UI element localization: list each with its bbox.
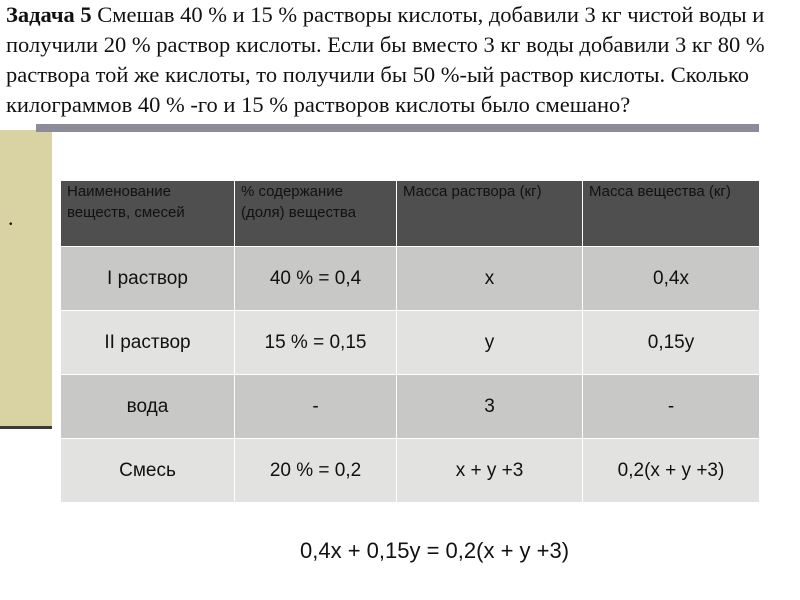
bullet-dot: . bbox=[8, 205, 14, 230]
table-cell: x + y +3 bbox=[397, 439, 583, 503]
table-cell: y bbox=[397, 311, 583, 375]
table-header-row bbox=[61, 181, 760, 247]
table-row bbox=[61, 375, 760, 439]
decorative-side-strip bbox=[0, 130, 52, 426]
header-cell-solution-mass: Масса раствора (кг) bbox=[397, 181, 583, 247]
problem-statement bbox=[6, 0, 786, 120]
decorative-title-rule bbox=[36, 124, 759, 132]
table-cell: 0,15y bbox=[583, 311, 760, 375]
table-cell: 40 % = 0,4 bbox=[235, 247, 397, 311]
solution-table bbox=[60, 180, 760, 503]
table-cell: - bbox=[583, 375, 760, 439]
table-cell: 20 % = 0,2 bbox=[235, 439, 397, 503]
table-row bbox=[61, 439, 760, 503]
table-cell: вода bbox=[61, 375, 235, 439]
table-cell: I раствор bbox=[61, 247, 235, 311]
header-cell-substance-mass: Масса вещества (кг) bbox=[583, 181, 760, 247]
table-cell: Смесь bbox=[61, 439, 235, 503]
header-cell-percent: % содержание (доля) вещества bbox=[235, 181, 397, 247]
table-row bbox=[61, 247, 760, 311]
table-cell: - bbox=[235, 375, 397, 439]
problem-label: Задача 5 bbox=[6, 2, 92, 27]
table-cell: 3 bbox=[397, 375, 583, 439]
table-row bbox=[61, 311, 760, 375]
header-cell-substance: Наименование веществ, смесей bbox=[61, 181, 235, 247]
decorative-side-rule bbox=[0, 426, 52, 429]
equation-text: 0,4x + 0,15y = 0,2(x + y +3) bbox=[300, 538, 570, 563]
table-cell: x bbox=[397, 247, 583, 311]
table-cell: II раствор bbox=[61, 311, 235, 375]
problem-text: Смешав 40 % и 15 % растворы кислоты, добавили 3 кг чистой воды и получили 20 % раствор кислоты. Если бы вместо 3 кг воды добавили 3 кг 80 % раствора той же кислоты, то получили бы 50 %-ый раствор кислоты. Сколько килограммов 40 % -го и 15 % растворов кислоты было смешано? bbox=[6, 2, 765, 117]
table-cell: 0,4x bbox=[583, 247, 760, 311]
table-cell: 15 % = 0,15 bbox=[235, 311, 397, 375]
table-cell: 0,2(x + y +3) bbox=[583, 439, 760, 503]
